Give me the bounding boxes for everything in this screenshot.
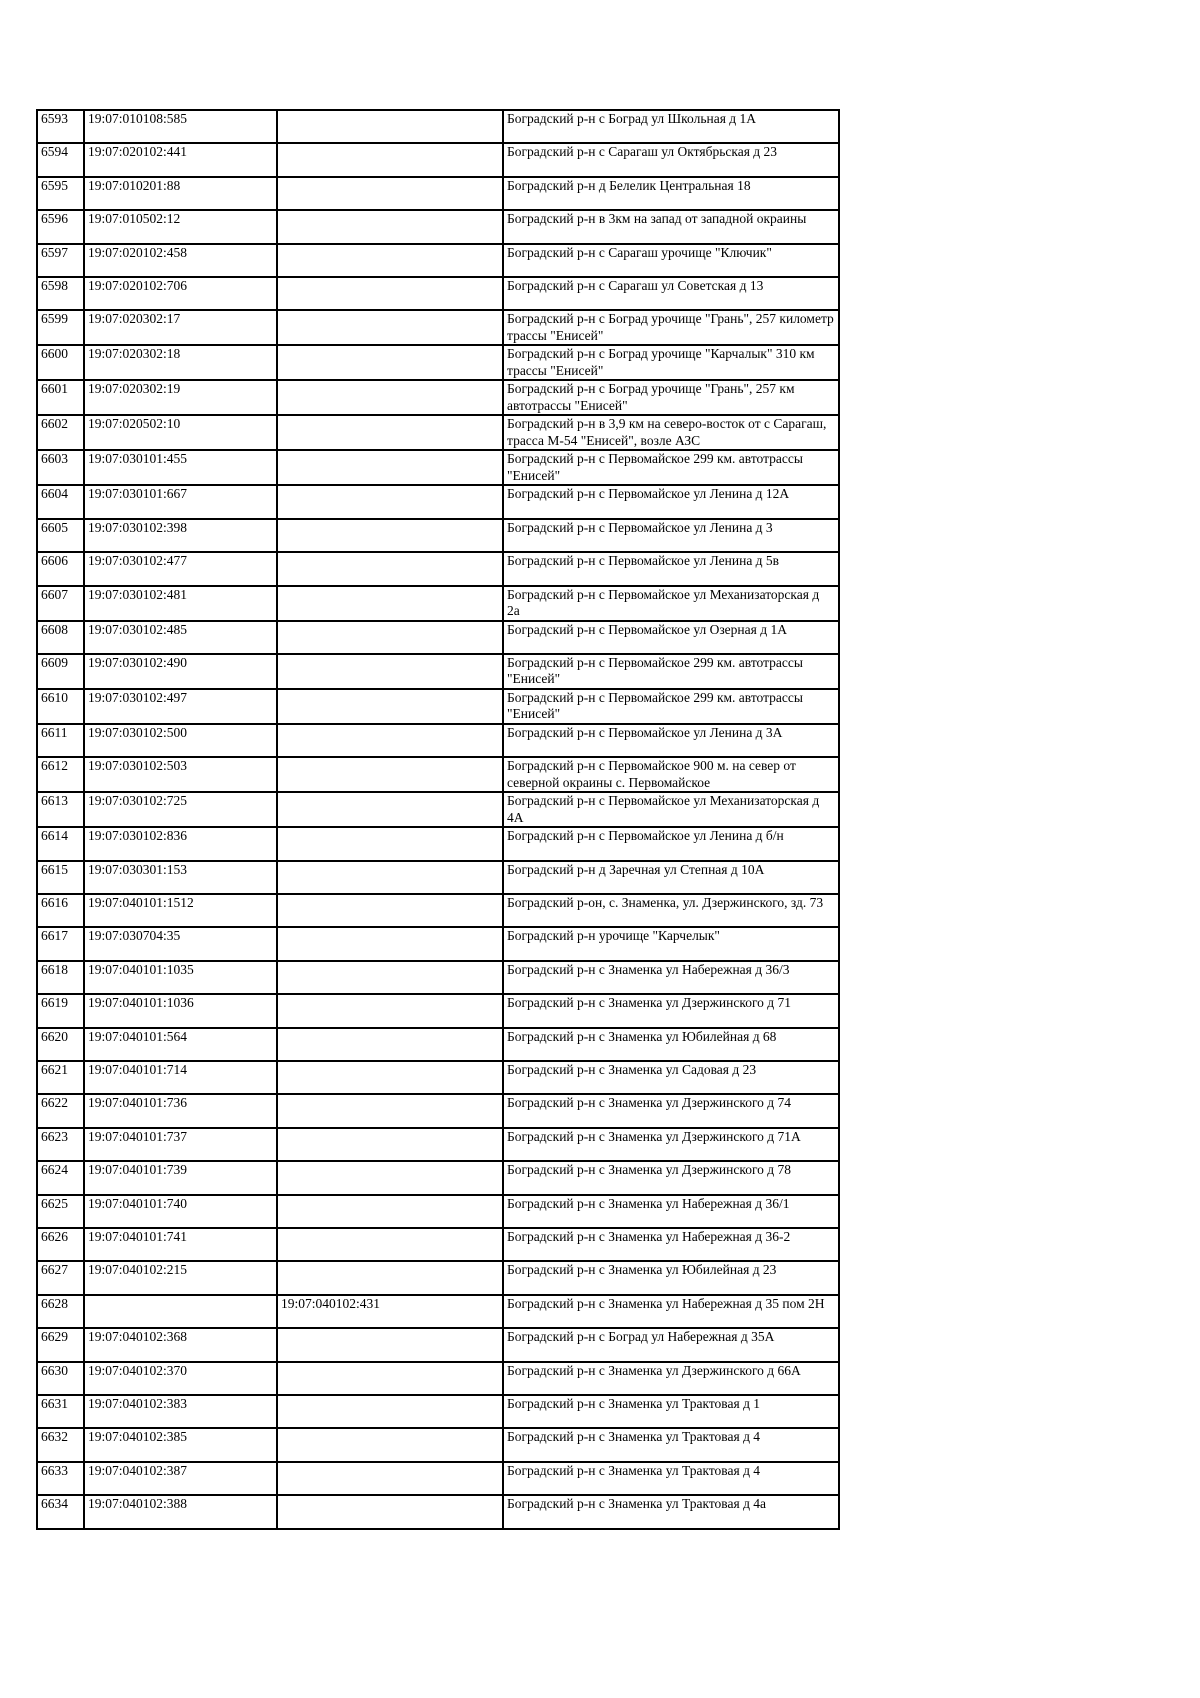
row-number-cell: 6600	[37, 345, 84, 380]
table-row	[37, 1395, 839, 1428]
table-row	[37, 1228, 839, 1261]
secondary-cadastral-number-cell	[277, 994, 503, 1027]
table-row	[37, 1428, 839, 1461]
row-number-cell: 6606	[37, 552, 84, 585]
table-row	[37, 1261, 839, 1294]
table-row	[37, 1195, 839, 1228]
cadastral-number-cell: 19:07:010201:88	[84, 177, 277, 210]
row-number-cell: 6629	[37, 1328, 84, 1361]
address-cell: Боградский р-н с Знаменка ул Дзержинского д 71А	[503, 1128, 839, 1161]
cadastral-number-cell: 19:07:020502:10	[84, 415, 277, 450]
row-number-cell: 6617	[37, 927, 84, 960]
row-number-cell: 6593	[37, 110, 84, 143]
cadastral-number-cell: 19:07:030101:667	[84, 485, 277, 518]
address-cell: Боградский р-н с Первомайское 299 км. автотрассы "Енисей"	[503, 689, 839, 724]
row-number-cell: 6621	[37, 1061, 84, 1094]
cadastral-number-cell: 19:07:030102:485	[84, 621, 277, 654]
table-row	[37, 586, 839, 621]
row-number-cell: 6631	[37, 1395, 84, 1428]
address-cell: Боградский р-н в 3,9 км на северо-восток от с Сарагаш, трасса М-54 "Енисей", возле АЗС	[503, 415, 839, 450]
cadastral-number-cell: 19:07:040102:388	[84, 1495, 277, 1528]
cadastral-number-cell: 19:07:030102:490	[84, 654, 277, 689]
row-number-cell: 6614	[37, 827, 84, 860]
secondary-cadastral-number-cell	[277, 415, 503, 450]
cadastral-number-cell: 19:07:030704:35	[84, 927, 277, 960]
address-cell: Боградский р-н с Знаменка ул Юбилейная д 23	[503, 1261, 839, 1294]
row-number-cell: 6625	[37, 1195, 84, 1228]
row-number-cell: 6624	[37, 1161, 84, 1194]
secondary-cadastral-number-cell	[277, 586, 503, 621]
secondary-cadastral-number-cell	[277, 1261, 503, 1294]
address-cell: Боградский р-н с Первомайское ул Ленина д 3	[503, 519, 839, 552]
cadastral-number-cell: 19:07:030101:455	[84, 450, 277, 485]
secondary-cadastral-number-cell	[277, 110, 503, 143]
cadastral-number-cell: 19:07:030102:500	[84, 724, 277, 757]
address-cell: Боградский р-н с Сарагаш ул Советская д 13	[503, 277, 839, 310]
table-row	[37, 1161, 839, 1194]
table-row	[37, 380, 839, 415]
row-number-cell: 6603	[37, 450, 84, 485]
cadastral-number-cell: 19:07:030102:398	[84, 519, 277, 552]
secondary-cadastral-number-cell	[277, 792, 503, 827]
cadastral-number-cell: 19:07:020302:18	[84, 345, 277, 380]
row-number-cell: 6604	[37, 485, 84, 518]
row-number-cell: 6595	[37, 177, 84, 210]
secondary-cadastral-number-cell	[277, 1061, 503, 1094]
row-number-cell: 6610	[37, 689, 84, 724]
cadastral-number-cell: 19:07:040102:370	[84, 1362, 277, 1395]
cadastral-number-cell: 19:07:010502:12	[84, 210, 277, 243]
address-cell: Боградский р-н с Знаменка ул Дзержинского д 78	[503, 1161, 839, 1194]
secondary-cadastral-number-cell	[277, 1495, 503, 1528]
table-row	[37, 654, 839, 689]
cadastral-number-cell: 19:07:040101:740	[84, 1195, 277, 1228]
address-cell: Боградский р-н д Белелик Центральная 18	[503, 177, 839, 210]
secondary-cadastral-number-cell	[277, 961, 503, 994]
table-row	[37, 1295, 839, 1328]
secondary-cadastral-number-cell	[277, 552, 503, 585]
secondary-cadastral-number-cell	[277, 1161, 503, 1194]
cadastral-number-cell: 19:07:030102:725	[84, 792, 277, 827]
secondary-cadastral-number-cell	[277, 177, 503, 210]
row-number-cell: 6597	[37, 244, 84, 277]
address-cell: Боградский р-н с Знаменка ул Трактовая д 1	[503, 1395, 839, 1428]
address-cell: Боградский р-н с Первомайское ул Ленина д 12А	[503, 485, 839, 518]
secondary-cadastral-number-cell	[277, 380, 503, 415]
secondary-cadastral-number-cell	[277, 927, 503, 960]
row-number-cell: 6628	[37, 1295, 84, 1328]
address-cell: Боградский р-н с Знаменка ул Дзержинского д 66А	[503, 1362, 839, 1395]
cadastral-number-cell: 19:07:040102:383	[84, 1395, 277, 1428]
cadastral-number-cell: 19:07:020102:458	[84, 244, 277, 277]
address-cell: Боградский р-н с Первомайское ул Механизаторская д 2а	[503, 586, 839, 621]
cadastral-number-cell: 19:07:030301:153	[84, 861, 277, 894]
secondary-cadastral-number-cell	[277, 519, 503, 552]
table-row	[37, 961, 839, 994]
secondary-cadastral-number-cell	[277, 757, 503, 792]
cadastral-number-cell: 19:07:040101:737	[84, 1128, 277, 1161]
cadastral-number-cell: 19:07:020302:19	[84, 380, 277, 415]
cadastral-number-cell: 19:07:030102:497	[84, 689, 277, 724]
address-cell: Боградский р-н с Знаменка ул Дзержинского д 71	[503, 994, 839, 1027]
cadastral-number-cell: 19:07:040102:215	[84, 1261, 277, 1294]
row-number-cell: 6620	[37, 1028, 84, 1061]
address-cell: Боградский р-н с Первомайское ул Ленина д б/н	[503, 827, 839, 860]
secondary-cadastral-number-cell	[277, 894, 503, 927]
table-row	[37, 177, 839, 210]
table-row	[37, 792, 839, 827]
cadastral-number-cell: 19:07:040101:1035	[84, 961, 277, 994]
cadastral-number-cell: 19:07:020102:706	[84, 277, 277, 310]
cadastral-number-cell: 19:07:030102:503	[84, 757, 277, 792]
row-number-cell: 6599	[37, 310, 84, 345]
table-row	[37, 450, 839, 485]
cadastral-number-cell	[84, 1295, 277, 1328]
row-number-cell: 6607	[37, 586, 84, 621]
secondary-cadastral-number-cell	[277, 345, 503, 380]
secondary-cadastral-number-cell	[277, 1328, 503, 1361]
secondary-cadastral-number-cell	[277, 450, 503, 485]
address-cell: Боградский р-н с Сарагаш урочище "Ключик"	[503, 244, 839, 277]
address-cell: Боградский р-он, с. Знаменка, ул. Дзержинского, зд. 73	[503, 894, 839, 927]
cadastral-number-cell: 19:07:040101:1036	[84, 994, 277, 1027]
secondary-cadastral-number-cell	[277, 827, 503, 860]
address-cell: Боградский р-н с Знаменка ул Трактовая д 4а	[503, 1495, 839, 1528]
row-number-cell: 6612	[37, 757, 84, 792]
secondary-cadastral-number-cell	[277, 485, 503, 518]
secondary-cadastral-number-cell	[277, 724, 503, 757]
cadastral-number-cell: 19:07:040102:368	[84, 1328, 277, 1361]
secondary-cadastral-number-cell	[277, 1395, 503, 1428]
row-number-cell: 6598	[37, 277, 84, 310]
cadastral-number-cell: 19:07:020102:441	[84, 143, 277, 176]
secondary-cadastral-number-cell: 19:07:040102:431	[277, 1295, 503, 1328]
table-row	[37, 1028, 839, 1061]
address-cell: Боградский р-н с Боград ул Набережная д 35А	[503, 1328, 839, 1361]
address-cell: Боградский р-н с Первомайское ул Ленина д 5в	[503, 552, 839, 585]
address-cell: Боградский р-н д Заречная ул Степная д 10А	[503, 861, 839, 894]
cadastral-number-cell: 19:07:040101:741	[84, 1228, 277, 1261]
secondary-cadastral-number-cell	[277, 1195, 503, 1228]
secondary-cadastral-number-cell	[277, 210, 503, 243]
row-number-cell: 6609	[37, 654, 84, 689]
secondary-cadastral-number-cell	[277, 244, 503, 277]
row-number-cell: 6619	[37, 994, 84, 1027]
table-row	[37, 1128, 839, 1161]
secondary-cadastral-number-cell	[277, 689, 503, 724]
secondary-cadastral-number-cell	[277, 654, 503, 689]
address-cell: Боградский р-н с Первомайское 299 км. автотрассы "Енисей"	[503, 450, 839, 485]
secondary-cadastral-number-cell	[277, 621, 503, 654]
table-row	[37, 894, 839, 927]
secondary-cadastral-number-cell	[277, 277, 503, 310]
secondary-cadastral-number-cell	[277, 310, 503, 345]
secondary-cadastral-number-cell	[277, 1428, 503, 1461]
cadastral-number-cell: 19:07:040101:1512	[84, 894, 277, 927]
table-row	[37, 1328, 839, 1361]
row-number-cell: 6615	[37, 861, 84, 894]
secondary-cadastral-number-cell	[277, 1128, 503, 1161]
table-row	[37, 689, 839, 724]
cadastral-number-cell: 19:07:030102:481	[84, 586, 277, 621]
row-number-cell: 6622	[37, 1094, 84, 1127]
table-row	[37, 277, 839, 310]
registry-table	[36, 109, 840, 1530]
cadastral-number-cell: 19:07:040101:714	[84, 1061, 277, 1094]
table-row	[37, 244, 839, 277]
address-cell: Боградский р-н с Знаменка ул Юбилейная д 68	[503, 1028, 839, 1061]
secondary-cadastral-number-cell	[277, 1228, 503, 1261]
cadastral-number-cell: 19:07:040101:564	[84, 1028, 277, 1061]
cadastral-number-cell: 19:07:020302:17	[84, 310, 277, 345]
table-row	[37, 552, 839, 585]
address-cell: Боградский р-н с Знаменка ул Дзержинского д 74	[503, 1094, 839, 1127]
table-row	[37, 757, 839, 792]
row-number-cell: 6602	[37, 415, 84, 450]
table-row	[37, 143, 839, 176]
table-row	[37, 927, 839, 960]
address-cell: Боградский р-н с Первомайское 900 м. на север от северной окраины с. Первомайское	[503, 757, 839, 792]
row-number-cell: 6632	[37, 1428, 84, 1461]
address-cell: Боградский р-н с Знаменка ул Садовая д 23	[503, 1061, 839, 1094]
table-row	[37, 827, 839, 860]
secondary-cadastral-number-cell	[277, 1462, 503, 1495]
address-cell: Боградский р-н с Боград урочище "Карчалык" 310 км трассы "Енисей"	[503, 345, 839, 380]
cadastral-number-cell: 19:07:030102:477	[84, 552, 277, 585]
row-number-cell: 6596	[37, 210, 84, 243]
registry-table-body	[37, 110, 839, 1529]
table-row	[37, 485, 839, 518]
row-number-cell: 6634	[37, 1495, 84, 1528]
table-row	[37, 210, 839, 243]
table-row	[37, 1094, 839, 1127]
table-row	[37, 519, 839, 552]
secondary-cadastral-number-cell	[277, 143, 503, 176]
address-cell: Боградский р-н урочище "Карчелык"	[503, 927, 839, 960]
address-cell: Боградский р-н с Первомайское 299 км. автотрассы "Енисей"	[503, 654, 839, 689]
row-number-cell: 6594	[37, 143, 84, 176]
row-number-cell: 6613	[37, 792, 84, 827]
cadastral-number-cell: 19:07:040101:736	[84, 1094, 277, 1127]
cadastral-number-cell: 19:07:040102:387	[84, 1462, 277, 1495]
table-row	[37, 1362, 839, 1395]
address-cell: Боградский р-н с Первомайское ул Механизаторская д 4А	[503, 792, 839, 827]
address-cell: Боградский р-н с Первомайское ул Озерная д 1А	[503, 621, 839, 654]
cadastral-number-cell: 19:07:040101:739	[84, 1161, 277, 1194]
address-cell: Боградский р-н с Знаменка ул Трактовая д 4	[503, 1462, 839, 1495]
row-number-cell: 6608	[37, 621, 84, 654]
table-row	[37, 345, 839, 380]
table-row	[37, 310, 839, 345]
address-cell: Боградский р-н с Сарагаш ул Октябрьская д 23	[503, 143, 839, 176]
table-row	[37, 1495, 839, 1528]
row-number-cell: 6616	[37, 894, 84, 927]
row-number-cell: 6633	[37, 1462, 84, 1495]
table-row	[37, 1462, 839, 1495]
cadastral-number-cell: 19:07:030102:836	[84, 827, 277, 860]
table-row	[37, 415, 839, 450]
address-cell: Боградский р-н с Боград ул Школьная д 1А	[503, 110, 839, 143]
secondary-cadastral-number-cell	[277, 861, 503, 894]
table-row	[37, 1061, 839, 1094]
address-cell: Боградский р-н с Знаменка ул Набережная д 36/1	[503, 1195, 839, 1228]
table-row	[37, 994, 839, 1027]
row-number-cell: 6605	[37, 519, 84, 552]
secondary-cadastral-number-cell	[277, 1362, 503, 1395]
address-cell: Боградский р-н с Первомайское ул Ленина д 3А	[503, 724, 839, 757]
address-cell: Боградский р-н с Знаменка ул Набережная д 36-2	[503, 1228, 839, 1261]
table-row	[37, 110, 839, 143]
row-number-cell: 6627	[37, 1261, 84, 1294]
cadastral-number-cell: 19:07:010108:585	[84, 110, 277, 143]
row-number-cell: 6623	[37, 1128, 84, 1161]
table-row	[37, 621, 839, 654]
address-cell: Боградский р-н с Знаменка ул Трактовая д 4	[503, 1428, 839, 1461]
address-cell: Боградский р-н с Знаменка ул Набережная д 35 пом 2Н	[503, 1295, 839, 1328]
address-cell: Боградский р-н в 3км на запад от западной окраины	[503, 210, 839, 243]
row-number-cell: 6601	[37, 380, 84, 415]
cadastral-number-cell: 19:07:040102:385	[84, 1428, 277, 1461]
address-cell: Боградский р-н с Знаменка ул Набережная д 36/3	[503, 961, 839, 994]
row-number-cell: 6618	[37, 961, 84, 994]
row-number-cell: 6626	[37, 1228, 84, 1261]
table-row	[37, 724, 839, 757]
secondary-cadastral-number-cell	[277, 1094, 503, 1127]
address-cell: Боградский р-н с Боград урочище "Грань", 257 км автотрассы "Енисей"	[503, 380, 839, 415]
row-number-cell: 6611	[37, 724, 84, 757]
address-cell: Боградский р-н с Боград урочище "Грань", 257 километр трассы "Енисей"	[503, 310, 839, 345]
secondary-cadastral-number-cell	[277, 1028, 503, 1061]
row-number-cell: 6630	[37, 1362, 84, 1395]
table-row	[37, 861, 839, 894]
